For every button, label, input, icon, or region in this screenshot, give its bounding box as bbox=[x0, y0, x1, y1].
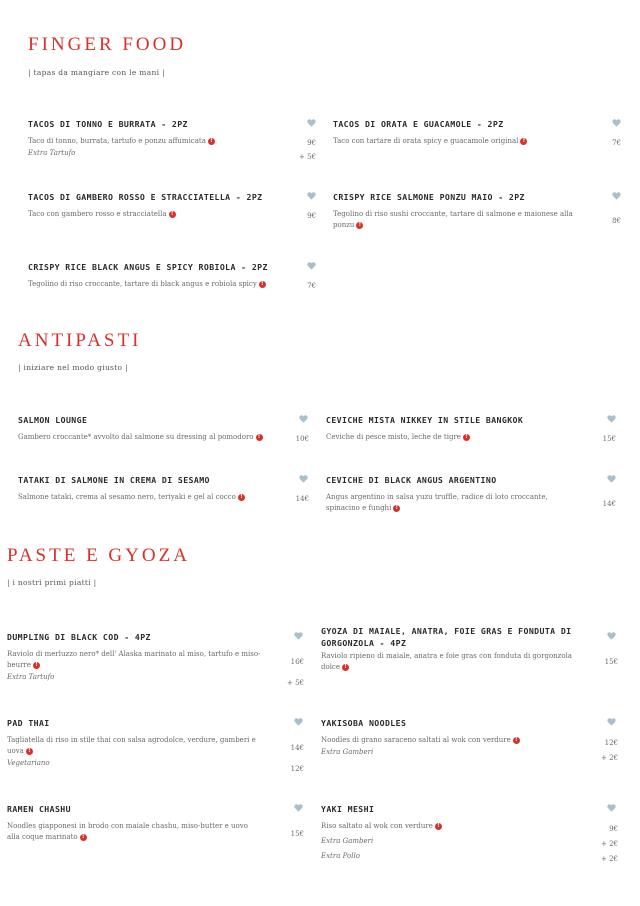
item-extra: Extra Tartufo bbox=[28, 149, 76, 157]
item-description: Raviolo di merluzzo nero* dell' Alaska marinato al miso, tartufo e miso-beurre bbox=[7, 650, 261, 669]
item-description: Tagliatella di riso in stile thai con salsa agrodolce, verdure, gamberi e uova bbox=[7, 736, 256, 755]
menu-item bbox=[7, 803, 257, 843]
item-price: 7€ bbox=[612, 139, 621, 147]
item-description: Noodles di grano saraceno saltati al wok con verdure bbox=[321, 736, 511, 744]
menu-item bbox=[18, 474, 278, 503]
item-extra: Extra Tartufo bbox=[7, 673, 55, 681]
allergen-icon: ! bbox=[393, 505, 400, 512]
item-extra: Extra Gamberi bbox=[321, 748, 374, 756]
item-description: Raviolo ripieno di maiale, anatra e foie gras con fonduta di gorgonzola dolce bbox=[321, 652, 572, 671]
menu-item bbox=[321, 717, 581, 758]
section-subtitle-antipasti: | iniziare nel modo giusto | bbox=[18, 363, 128, 372]
item-name: SALMON LOUNGE bbox=[18, 415, 88, 425]
allergen-icon: ! bbox=[256, 434, 263, 441]
menu-item bbox=[28, 118, 268, 159]
item-description: Tegolino di riso sushi croccante, tartare di salmone e maionese alla ponzu bbox=[333, 210, 573, 229]
item-price: 9€ bbox=[609, 825, 618, 833]
menu-item bbox=[7, 631, 267, 683]
menu-item bbox=[333, 191, 573, 231]
allergen-icon: ! bbox=[169, 211, 176, 218]
item-name: DUMPLING DI BLACK COD - 4PZ bbox=[7, 632, 151, 642]
item-price: 10€ bbox=[295, 435, 309, 443]
allergen-icon: ! bbox=[463, 434, 470, 441]
menu-item bbox=[7, 717, 257, 769]
item-name: TACOS DI GAMBERO ROSSO E STRACCIATELLA - 2PZ bbox=[28, 192, 263, 202]
item-description: Tegolino di riso croccante, tartare di black angus e robiola spicy bbox=[28, 280, 257, 288]
item-description: Noodles giapponesi in brodo con maiale chashu, miso-butter e uovo alla coque marinato bbox=[7, 822, 248, 841]
allergen-icon: ! bbox=[520, 138, 527, 145]
extra-price: + 5€ bbox=[299, 153, 316, 161]
section-title-paste-gyoza: PASTE E GYOZA bbox=[7, 545, 190, 566]
heart-icon[interactable] bbox=[612, 192, 621, 200]
menu-item bbox=[326, 414, 576, 443]
section-subtitle-paste-gyoza: | i nostri primi piatti | bbox=[7, 578, 97, 587]
item-price: 9€ bbox=[307, 212, 316, 220]
item-price: 12€ bbox=[604, 739, 618, 747]
item-description: Angus argentino in salsa yuzu truffle, radice di loto croccante, spinacino e funghi bbox=[326, 493, 548, 512]
item-description: Taco di tonno, burrata, tartufo e ponzu affumicata bbox=[28, 137, 206, 145]
menu-item bbox=[18, 414, 268, 443]
extra-price: 12€ bbox=[290, 765, 304, 773]
item-name: TACOS DI ORATA E GUACAMOLE - 2PZ bbox=[333, 119, 504, 129]
section-subtitle-finger-food: | tapas da mangiare con le mani | bbox=[28, 68, 165, 77]
item-name: CEVICHE DI BLACK ANGUS ARGENTINO bbox=[326, 475, 497, 485]
item-extra: Vegetariano bbox=[7, 759, 50, 767]
item-price: 14€ bbox=[295, 495, 309, 503]
extra-price: + 5€ bbox=[287, 679, 304, 687]
allergen-icon: ! bbox=[435, 823, 442, 830]
menu-item bbox=[333, 118, 573, 147]
heart-icon[interactable] bbox=[307, 262, 316, 270]
item-price: 7€ bbox=[307, 282, 316, 290]
item-name: PAD THAI bbox=[7, 718, 50, 728]
item-name: RAMEN CHASHU bbox=[7, 804, 71, 814]
allergen-icon: ! bbox=[513, 737, 520, 744]
heart-icon[interactable] bbox=[607, 632, 616, 640]
item-description: Taco con gambero rosso e stracciatella bbox=[28, 210, 167, 218]
item-name: TATAKI DI SALMONE IN CREMA DI SESAMO bbox=[18, 475, 210, 485]
item-name: CRISPY RICE BLACK ANGUS E SPICY ROBIOLA - 2PZ bbox=[28, 262, 268, 272]
item-name: YAKI MESHI bbox=[321, 804, 375, 814]
heart-icon[interactable] bbox=[294, 718, 303, 726]
item-extra: Extra Gamberi bbox=[321, 837, 374, 845]
item-name: TACOS DI TONNO E BURRATA - 2PZ bbox=[28, 119, 188, 129]
extra-price: + 2€ bbox=[601, 855, 618, 863]
allergen-icon: ! bbox=[356, 222, 363, 229]
item-description: Ceviche di pesce misto, leche de tigre bbox=[326, 433, 461, 441]
heart-icon[interactable] bbox=[294, 632, 303, 640]
heart-icon[interactable] bbox=[607, 415, 616, 423]
item-name: CRISPY RICE SALMONE PONZU MAIO - 2PZ bbox=[333, 192, 525, 202]
item-price: 16€ bbox=[290, 658, 304, 666]
menu-item bbox=[321, 803, 581, 862]
extra-price: + 2€ bbox=[601, 754, 618, 762]
item-price: 15€ bbox=[602, 435, 616, 443]
heart-icon[interactable] bbox=[307, 192, 316, 200]
heart-icon[interactable] bbox=[607, 718, 616, 726]
heart-icon[interactable] bbox=[299, 415, 308, 423]
item-description: Salmone tataki, crema al sesamo nero, teriyaki e gel al cocco bbox=[18, 493, 236, 501]
item-price: 9€ bbox=[307, 139, 316, 147]
menu-item bbox=[28, 261, 298, 290]
allergen-icon: ! bbox=[342, 664, 349, 671]
item-name: YAKISOBA NOODLES bbox=[321, 718, 407, 728]
menu-item bbox=[28, 191, 298, 220]
item-price: 15€ bbox=[290, 830, 304, 838]
heart-icon[interactable] bbox=[307, 119, 316, 127]
item-description: Gambero croccante* avvolto dal salmone su dressing al pomodoro bbox=[18, 433, 254, 441]
item-name: GYOZA DI MAIALE, ANATRA, FOIE GRAS E FONDUTA DI GORGONZOLA - 4PZ bbox=[321, 626, 572, 648]
allergen-icon: ! bbox=[259, 281, 266, 288]
heart-icon[interactable] bbox=[299, 475, 308, 483]
item-price: 14€ bbox=[602, 500, 616, 508]
item-name: CEVICHE MISTA NIKKEY IN STILE BANGKOK bbox=[326, 415, 524, 425]
allergen-icon: ! bbox=[26, 748, 33, 755]
allergen-icon: ! bbox=[208, 138, 215, 145]
section-title-finger-food: FINGER FOOD bbox=[28, 34, 187, 55]
heart-icon[interactable] bbox=[612, 119, 621, 127]
menu-item bbox=[326, 474, 566, 514]
item-price: 14€ bbox=[290, 744, 304, 752]
heart-icon[interactable] bbox=[607, 804, 616, 812]
section-title-antipasti: ANTIPASTI bbox=[18, 330, 142, 351]
heart-icon[interactable] bbox=[607, 475, 616, 483]
item-extra: Extra Pollo bbox=[321, 852, 360, 860]
item-description: Taco con tartare di orata spicy e guacamole original bbox=[333, 137, 519, 145]
item-price: 8€ bbox=[612, 217, 621, 225]
allergen-icon: ! bbox=[238, 494, 245, 501]
allergen-icon: ! bbox=[80, 834, 87, 841]
menu-item bbox=[321, 625, 581, 673]
heart-icon[interactable] bbox=[294, 804, 303, 812]
extra-price: + 2€ bbox=[601, 840, 618, 848]
item-price: 15€ bbox=[604, 658, 618, 666]
item-description: Riso saltato al wok con verdure bbox=[321, 822, 433, 830]
allergen-icon: ! bbox=[33, 662, 40, 669]
